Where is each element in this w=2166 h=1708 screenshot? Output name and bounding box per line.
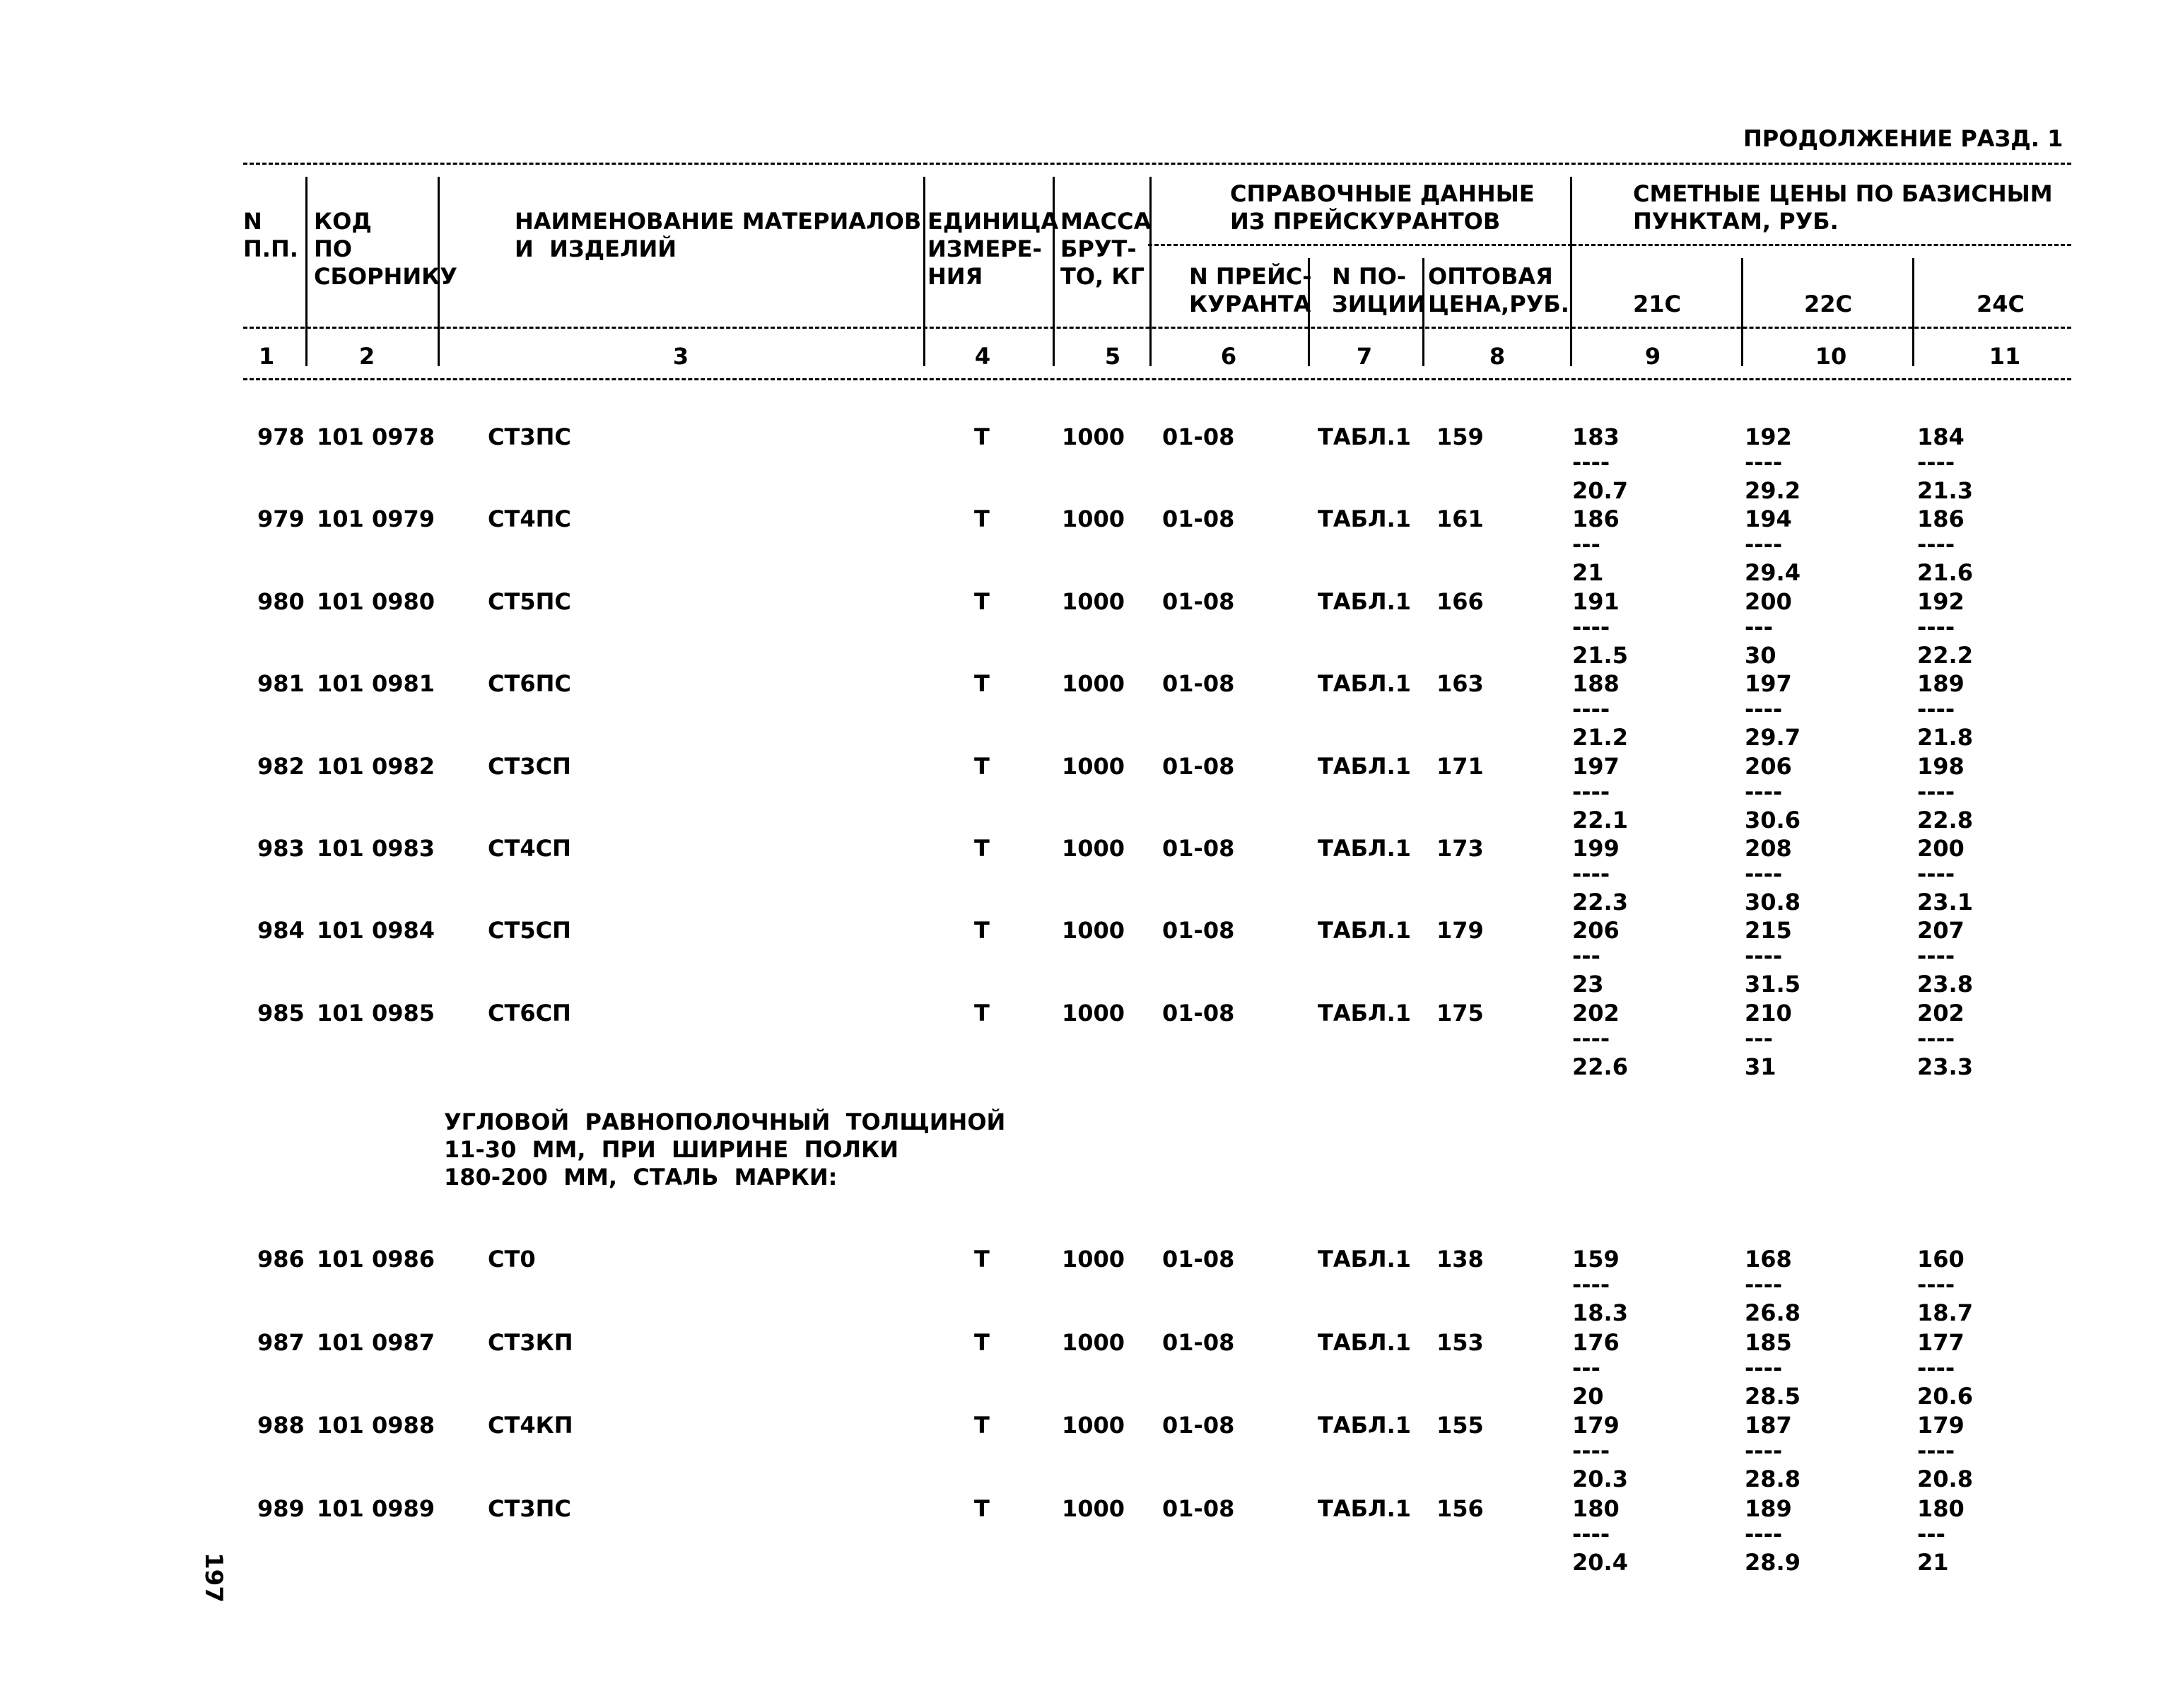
- price-24c-denominator: 20.8: [1917, 1466, 1973, 1492]
- row-number: 988: [257, 1412, 305, 1439]
- row-unit: Т: [974, 1000, 990, 1026]
- row-code: 101 0978: [317, 423, 435, 450]
- price-21c-divider: ---: [1572, 531, 1600, 558]
- price-22c-denominator: 26.8: [1745, 1299, 1801, 1326]
- row-material-name: СТ0: [488, 1246, 536, 1273]
- row-unit: Т: [974, 588, 990, 615]
- price-21c-divider: ---: [1572, 1355, 1600, 1381]
- price-21c-numerator: 186: [1572, 505, 1620, 532]
- ref-group-header-line1: СПРАВОЧНЫЕ ДАННЫЕ: [1230, 180, 1535, 207]
- row-mass: 1000: [1062, 670, 1125, 697]
- price-21c-denominator: 21.2: [1572, 724, 1628, 751]
- col-separator: [1149, 177, 1152, 366]
- price-24c-numerator: 179: [1917, 1412, 1965, 1439]
- row-code: 101 0988: [317, 1412, 435, 1439]
- col-number-10: 10: [1815, 343, 1847, 370]
- price-24c-numerator: 177: [1917, 1329, 1965, 1356]
- row-code: 101 0985: [317, 1000, 435, 1026]
- row-unit: Т: [974, 835, 990, 862]
- row-wholesale-price: 179: [1436, 917, 1484, 944]
- ref-group-header-line2: ИЗ ПРЕЙСКУРАНТОВ: [1230, 208, 1501, 235]
- row-position-number: ТАБЛ.1: [1318, 1495, 1411, 1522]
- section-continuation-note: ПРОДОЛЖЕНИЕ РАЗД. 1: [1743, 125, 2063, 152]
- price-24c-numerator: 202: [1917, 1000, 1965, 1026]
- col-separator: [1053, 177, 1055, 366]
- price-22c-numerator: 215: [1745, 917, 1792, 944]
- col8-header-line2: ЦЕНА,РУБ.: [1428, 291, 1569, 317]
- row-wholesale-price: 138: [1436, 1246, 1484, 1273]
- section-heading-line2: 11-30 ММ, ПРИ ШИРИНЕ ПОЛКИ: [444, 1136, 899, 1163]
- row-unit: Т: [974, 917, 990, 944]
- price-21c-divider: ----: [1572, 1521, 1610, 1548]
- price-21c-divider: ---: [1572, 942, 1600, 969]
- price-21c-numerator: 179: [1572, 1412, 1620, 1439]
- price-24c-numerator: 189: [1917, 670, 1965, 697]
- price-21c-denominator: 20.4: [1572, 1549, 1628, 1576]
- row-code: 101 0982: [317, 753, 435, 780]
- row-code: 101 0979: [317, 505, 435, 532]
- price-24c-numerator: 207: [1917, 917, 1965, 944]
- price-21c-numerator: 202: [1572, 1000, 1620, 1026]
- price-24c-divider: ----: [1917, 1437, 1955, 1464]
- row-mass: 1000: [1062, 505, 1125, 532]
- price-22c-numerator: 200: [1745, 588, 1792, 615]
- price-22c-numerator: 197: [1745, 670, 1792, 697]
- price-22c-numerator: 210: [1745, 1000, 1792, 1026]
- price-21c-divider: ----: [1572, 860, 1610, 887]
- row-mass: 1000: [1062, 588, 1125, 615]
- price-22c-denominator: 30.6: [1745, 807, 1801, 833]
- price-24c-divider: ----: [1917, 860, 1955, 887]
- price-21c-denominator: 22.1: [1572, 807, 1628, 833]
- price-21c-numerator: 180: [1572, 1495, 1620, 1522]
- col1-header-line1: N: [243, 208, 262, 235]
- row-code: 101 0984: [317, 917, 435, 944]
- col3-header-line2: И ИЗДЕЛИЙ: [515, 235, 677, 262]
- price-24c-denominator: 22.8: [1917, 807, 1973, 833]
- price-22c-divider: ----: [1745, 942, 1783, 969]
- ref-group-rule: [1148, 244, 1572, 246]
- price-22c-numerator: 189: [1745, 1495, 1792, 1522]
- row-price-list-number: 01-08: [1162, 917, 1235, 944]
- row-number: 984: [257, 917, 305, 944]
- price-21c-numerator: 188: [1572, 670, 1620, 697]
- price-21c-divider: ----: [1572, 1437, 1610, 1464]
- col7-header-line2: ЗИЦИИ: [1332, 291, 1426, 317]
- row-wholesale-price: 156: [1436, 1495, 1484, 1522]
- col1-header-line2: П.П.: [243, 235, 298, 262]
- price-21c-denominator: 18.3: [1572, 1299, 1628, 1326]
- price-22c-divider: ----: [1745, 531, 1783, 558]
- row-wholesale-price: 175: [1436, 1000, 1484, 1026]
- row-number: 985: [257, 1000, 305, 1026]
- price-21c-denominator: 23: [1572, 971, 1604, 998]
- row-position-number: ТАБЛ.1: [1318, 670, 1411, 697]
- price-24c-denominator: 21.8: [1917, 724, 1973, 751]
- price-24c-denominator: 21: [1917, 1549, 1949, 1576]
- row-price-list-number: 01-08: [1162, 670, 1235, 697]
- row-price-list-number: 01-08: [1162, 1495, 1235, 1522]
- row-unit: Т: [974, 423, 990, 450]
- price-24c-numerator: 184: [1917, 423, 1965, 450]
- row-price-list-number: 01-08: [1162, 505, 1235, 532]
- row-number: 987: [257, 1329, 305, 1356]
- row-price-list-number: 01-08: [1162, 588, 1235, 615]
- header-mid-rule: [243, 327, 2071, 329]
- row-mass: 1000: [1062, 1246, 1125, 1273]
- price-24c-divider: ----: [1917, 942, 1955, 969]
- row-price-list-number: 01-08: [1162, 1246, 1235, 1273]
- price-21c-denominator: 20.7: [1572, 477, 1628, 504]
- row-material-name: СТ6ПС: [488, 670, 571, 697]
- row-wholesale-price: 166: [1436, 588, 1484, 615]
- header-top-rule: [243, 163, 2071, 165]
- header-bottom-rule: [243, 378, 2071, 380]
- price-group-header-line1: СМЕТНЫЕ ЦЕНЫ ПО БАЗИСНЫМ: [1633, 180, 2053, 207]
- row-mass: 1000: [1062, 917, 1125, 944]
- col-number-3: 3: [672, 343, 689, 370]
- price-21c-divider: ----: [1572, 449, 1610, 476]
- row-position-number: ТАБЛ.1: [1318, 505, 1411, 532]
- price-21c-denominator: 20.3: [1572, 1466, 1628, 1492]
- price-21c-denominator: 22.3: [1572, 889, 1628, 916]
- col5-header-line2: БРУТ-: [1060, 235, 1137, 262]
- section-heading-line1: УГЛОВОЙ РАВНОПОЛОЧНЫЙ ТОЛЩИНОЙ: [444, 1109, 1006, 1135]
- price-24c-divider: ----: [1917, 449, 1955, 476]
- col-separator: [305, 177, 308, 366]
- price-24c-denominator: 23.3: [1917, 1053, 1973, 1080]
- col-number-6: 6: [1220, 343, 1237, 370]
- row-unit: Т: [974, 1412, 990, 1439]
- price-21c-numerator: 183: [1572, 423, 1620, 450]
- row-number: 981: [257, 670, 305, 697]
- price-22c-divider: ----: [1745, 696, 1783, 723]
- col6-header-line2: КУРАНТА: [1189, 291, 1311, 317]
- price-21c-numerator: 206: [1572, 917, 1620, 944]
- col7-header-line1: N ПО-: [1332, 263, 1407, 290]
- row-wholesale-price: 155: [1436, 1412, 1484, 1439]
- price-22c-divider: ----: [1745, 1437, 1783, 1464]
- row-unit: Т: [974, 505, 990, 532]
- col9-header: 21С: [1632, 291, 1682, 317]
- row-code: 101 0987: [317, 1329, 435, 1356]
- row-price-list-number: 01-08: [1162, 423, 1235, 450]
- row-position-number: ТАБЛ.1: [1318, 1246, 1411, 1273]
- price-22c-numerator: 192: [1745, 423, 1792, 450]
- price-24c-divider: ----: [1917, 1025, 1955, 1052]
- price-24c-denominator: 21.3: [1917, 477, 1973, 504]
- price-21c-numerator: 159: [1572, 1246, 1620, 1273]
- price-21c-divider: ----: [1572, 614, 1610, 640]
- price-24c-denominator: 23.8: [1917, 971, 1973, 998]
- col2-header-line2: ПО: [314, 235, 352, 262]
- price-24c-numerator: 192: [1917, 588, 1965, 615]
- price-24c-divider: ----: [1917, 778, 1955, 805]
- row-material-name: СТ5СП: [488, 917, 571, 944]
- price-22c-numerator: 208: [1745, 835, 1792, 862]
- col11-header: 24С: [1976, 291, 2025, 317]
- row-price-list-number: 01-08: [1162, 753, 1235, 780]
- price-24c-divider: ---: [1917, 1521, 1945, 1548]
- row-position-number: ТАБЛ.1: [1318, 1329, 1411, 1356]
- row-code: 101 0981: [317, 670, 435, 697]
- row-wholesale-price: 163: [1436, 670, 1484, 697]
- row-material-name: СТ3КП: [488, 1329, 573, 1356]
- col10-header: 22С: [1803, 291, 1853, 317]
- price-22c-divider: ----: [1745, 860, 1783, 887]
- price-22c-divider: ---: [1745, 1025, 1773, 1052]
- price-24c-divider: ----: [1917, 1271, 1955, 1298]
- row-material-name: СТ6СП: [488, 1000, 571, 1026]
- col4-header-line3: НИЯ: [927, 263, 983, 290]
- price-22c-denominator: 28.5: [1745, 1383, 1801, 1410]
- price-21c-divider: ----: [1572, 696, 1610, 723]
- row-position-number: ТАБЛ.1: [1318, 1412, 1411, 1439]
- row-price-list-number: 01-08: [1162, 1412, 1235, 1439]
- price-22c-divider: ----: [1745, 449, 1783, 476]
- row-unit: Т: [974, 670, 990, 697]
- price-21c-numerator: 176: [1572, 1329, 1620, 1356]
- price-21c-denominator: 20: [1572, 1383, 1604, 1410]
- row-material-name: СТ4СП: [488, 835, 571, 862]
- col-number-2: 2: [358, 343, 375, 370]
- price-21c-denominator: 22.6: [1572, 1053, 1628, 1080]
- price-22c-divider: ----: [1745, 778, 1783, 805]
- row-mass: 1000: [1062, 1412, 1125, 1439]
- col2-header-line3: СБОРНИКУ: [314, 263, 457, 290]
- price-24c-denominator: 21.6: [1917, 559, 1973, 586]
- col5-header-line3: ТО, КГ: [1060, 263, 1145, 290]
- price-22c-denominator: 28.9: [1745, 1549, 1801, 1576]
- col-separator: [1912, 258, 1914, 366]
- row-material-name: СТ4КП: [488, 1412, 573, 1439]
- row-number: 986: [257, 1246, 305, 1273]
- price-24c-divider: ----: [1917, 696, 1955, 723]
- row-material-name: СТ3ПС: [488, 423, 571, 450]
- price-22c-denominator: 29.7: [1745, 724, 1801, 751]
- price-24c-denominator: 23.1: [1917, 889, 1973, 916]
- col4-header-line2: ИЗМЕРЕ-: [927, 235, 1042, 262]
- price-21c-denominator: 21: [1572, 559, 1604, 586]
- price-group-rule: [1572, 244, 2071, 246]
- row-mass: 1000: [1062, 753, 1125, 780]
- page-number: 197: [199, 1552, 228, 1603]
- col3-header-line1: НАИМЕНОВАНИЕ МАТЕРИАЛОВ: [515, 208, 922, 235]
- price-21c-numerator: 197: [1572, 753, 1620, 780]
- row-position-number: ТАБЛ.1: [1318, 423, 1411, 450]
- price-22c-denominator: 31.5: [1745, 971, 1801, 998]
- price-22c-denominator: 28.8: [1745, 1466, 1801, 1492]
- col-separator: [1741, 258, 1743, 366]
- price-22c-divider: ----: [1745, 1271, 1783, 1298]
- col2-header-line1: КОД: [314, 208, 372, 235]
- row-position-number: ТАБЛ.1: [1318, 835, 1411, 862]
- price-21c-divider: ----: [1572, 1025, 1610, 1052]
- price-22c-divider: ---: [1745, 614, 1773, 640]
- row-material-name: СТ3ПС: [488, 1495, 571, 1522]
- col5-header-line1: МАССА: [1060, 208, 1152, 235]
- price-22c-numerator: 185: [1745, 1329, 1792, 1356]
- row-code: 101 0983: [317, 835, 435, 862]
- price-24c-numerator: 198: [1917, 753, 1965, 780]
- price-21c-numerator: 199: [1572, 835, 1620, 862]
- col-number-11: 11: [1989, 343, 2021, 370]
- price-24c-divider: ----: [1917, 531, 1955, 558]
- col-number-4: 4: [974, 343, 991, 370]
- row-material-name: СТ4ПС: [488, 505, 571, 532]
- row-position-number: ТАБЛ.1: [1318, 588, 1411, 615]
- price-24c-numerator: 180: [1917, 1495, 1965, 1522]
- price-21c-divider: ----: [1572, 778, 1610, 805]
- price-24c-denominator: 20.6: [1917, 1383, 1973, 1410]
- row-code: 101 0980: [317, 588, 435, 615]
- row-wholesale-price: 173: [1436, 835, 1484, 862]
- price-22c-denominator: 30.8: [1745, 889, 1801, 916]
- row-price-list-number: 01-08: [1162, 835, 1235, 862]
- row-mass: 1000: [1062, 1000, 1125, 1026]
- row-code: 101 0986: [317, 1246, 435, 1273]
- price-24c-divider: ----: [1917, 614, 1955, 640]
- price-24c-numerator: 160: [1917, 1246, 1965, 1273]
- price-22c-denominator: 29.4: [1745, 559, 1801, 586]
- price-22c-numerator: 206: [1745, 753, 1792, 780]
- price-22c-denominator: 30: [1745, 642, 1776, 669]
- row-price-list-number: 01-08: [1162, 1000, 1235, 1026]
- row-mass: 1000: [1062, 1495, 1125, 1522]
- col-separator: [1570, 177, 1572, 366]
- price-22c-divider: ----: [1745, 1355, 1783, 1381]
- price-22c-divider: ----: [1745, 1521, 1783, 1548]
- col-separator: [923, 177, 925, 366]
- row-mass: 1000: [1062, 1329, 1125, 1356]
- col-number-7: 7: [1356, 343, 1373, 370]
- row-wholesale-price: 171: [1436, 753, 1484, 780]
- price-22c-numerator: 168: [1745, 1246, 1792, 1273]
- row-number: 979: [257, 505, 305, 532]
- row-unit: Т: [974, 753, 990, 780]
- price-21c-divider: ----: [1572, 1271, 1610, 1298]
- row-wholesale-price: 161: [1436, 505, 1484, 532]
- col-number-1: 1: [258, 343, 275, 370]
- row-position-number: ТАБЛ.1: [1318, 1000, 1411, 1026]
- price-24c-denominator: 22.2: [1917, 642, 1973, 669]
- row-price-list-number: 01-08: [1162, 1329, 1235, 1356]
- price-22c-denominator: 31: [1745, 1053, 1776, 1080]
- row-position-number: ТАБЛ.1: [1318, 917, 1411, 944]
- row-material-name: СТ3СП: [488, 753, 571, 780]
- row-code: 101 0989: [317, 1495, 435, 1522]
- price-24c-denominator: 18.7: [1917, 1299, 1973, 1326]
- price-group-header-line2: ПУНКТАМ, РУБ.: [1633, 208, 1839, 235]
- row-wholesale-price: 153: [1436, 1329, 1484, 1356]
- row-number: 983: [257, 835, 305, 862]
- row-number: 978: [257, 423, 305, 450]
- row-mass: 1000: [1062, 423, 1125, 450]
- row-position-number: ТАБЛ.1: [1318, 753, 1411, 780]
- row-wholesale-price: 159: [1436, 423, 1484, 450]
- row-material-name: СТ5ПС: [488, 588, 571, 615]
- col-number-5: 5: [1104, 343, 1121, 370]
- row-number: 982: [257, 753, 305, 780]
- row-unit: Т: [974, 1246, 990, 1273]
- section-heading-line3: 180-200 ММ, СТАЛЬ МАРКИ:: [444, 1164, 838, 1191]
- price-22c-numerator: 194: [1745, 505, 1792, 532]
- price-21c-numerator: 191: [1572, 588, 1620, 615]
- price-22c-denominator: 29.2: [1745, 477, 1801, 504]
- price-21c-denominator: 21.5: [1572, 642, 1628, 669]
- price-24c-numerator: 200: [1917, 835, 1965, 862]
- row-number: 980: [257, 588, 305, 615]
- col8-header-line1: ОПТОВАЯ: [1428, 263, 1553, 290]
- col-number-8: 8: [1489, 343, 1506, 370]
- row-unit: Т: [974, 1329, 990, 1356]
- col-number-9: 9: [1644, 343, 1661, 370]
- col4-header-line1: ЕДИНИЦА: [927, 208, 1059, 235]
- price-22c-numerator: 187: [1745, 1412, 1792, 1439]
- price-24c-divider: ----: [1917, 1355, 1955, 1381]
- row-mass: 1000: [1062, 835, 1125, 862]
- row-number: 989: [257, 1495, 305, 1522]
- col6-header-line1: N ПРЕЙС-: [1189, 263, 1312, 290]
- row-unit: Т: [974, 1495, 990, 1522]
- price-24c-numerator: 186: [1917, 505, 1965, 532]
